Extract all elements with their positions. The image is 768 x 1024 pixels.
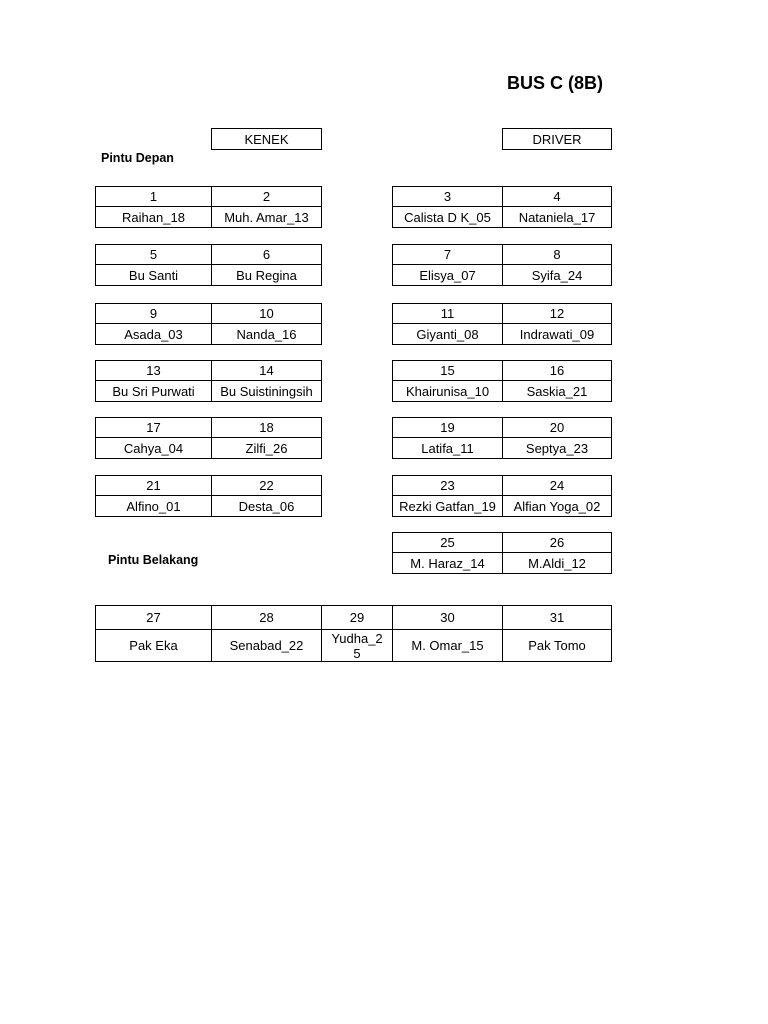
seat-number: 8 (502, 244, 612, 265)
seat-passenger-name: Nataniela_17 (502, 206, 612, 228)
seat-passenger-name: Cahya_04 (95, 437, 212, 459)
rear-door-label: Pintu Belakang (108, 553, 199, 567)
seat-passenger-name: Pak Eka (95, 629, 212, 662)
seat-passenger-name: Asada_03 (95, 323, 212, 345)
seat-passenger-name: Indrawati_09 (502, 323, 612, 345)
seat-number: 27 (95, 605, 212, 630)
seat-passenger-name: M.Aldi_12 (502, 552, 612, 574)
seat-passenger-name: Alfian Yoga_02 (502, 495, 612, 517)
seat-number: 13 (95, 360, 212, 381)
seat-passenger-name: Syifa_24 (502, 264, 612, 286)
driver-label: DRIVER (502, 128, 612, 150)
seat-number: 3 (392, 186, 503, 207)
seat-passenger-name: Giyanti_08 (392, 323, 503, 345)
seat-passenger-name: Alfino_01 (95, 495, 212, 517)
seat-number: 25 (392, 532, 503, 553)
seat-number: 17 (95, 417, 212, 438)
seat-passenger-name: Bu Sri Purwati (95, 380, 212, 402)
seat-passenger-name: M. Omar_15 (392, 629, 503, 662)
front-door-label: Pintu Depan (101, 151, 174, 165)
seat-passenger-name: Bu Suistiningsih (211, 380, 322, 402)
seat-passenger-name: Khairunisa_10 (392, 380, 503, 402)
seat-passenger-name: Yudha_2 5 (321, 629, 393, 662)
seat-passenger-name: Bu Santi (95, 264, 212, 286)
seat-number: 15 (392, 360, 503, 381)
seat-passenger-name: Calista D K_05 (392, 206, 503, 228)
kenek-label: KENEK (211, 128, 322, 150)
seat-number: 31 (502, 605, 612, 630)
seat-number: 16 (502, 360, 612, 381)
seat-number: 1 (95, 186, 212, 207)
seat-number: 20 (502, 417, 612, 438)
seat-number: 29 (321, 605, 393, 630)
seat-number: 22 (211, 475, 322, 496)
seat-passenger-name: Nanda_16 (211, 323, 322, 345)
seat-passenger-name: Elisya_07 (392, 264, 503, 286)
seat-number: 19 (392, 417, 503, 438)
seat-passenger-name: Senabad_22 (211, 629, 322, 662)
seat-number: 11 (392, 303, 503, 324)
seat-number: 26 (502, 532, 612, 553)
seat-passenger-name: Desta_06 (211, 495, 322, 517)
seat-passenger-name: Bu Regina (211, 264, 322, 286)
seat-number: 9 (95, 303, 212, 324)
seat-passenger-name: Saskia_21 (502, 380, 612, 402)
seat-number: 14 (211, 360, 322, 381)
seat-number: 28 (211, 605, 322, 630)
seat-passenger-name: Rezki Gatfan_19 (392, 495, 503, 517)
seat-passenger-name: Muh. Amar_13 (211, 206, 322, 228)
seat-number: 24 (502, 475, 612, 496)
seat-passenger-name: Pak Tomo (502, 629, 612, 662)
seat-number: 23 (392, 475, 503, 496)
seat-number: 12 (502, 303, 612, 324)
seat-number: 18 (211, 417, 322, 438)
seat-passenger-name: Zilfi_26 (211, 437, 322, 459)
page-title: BUS C (8B) (506, 73, 603, 93)
seat-number: 30 (392, 605, 503, 630)
seat-number: 4 (502, 186, 612, 207)
seat-passenger-name: Raihan_18 (95, 206, 212, 228)
seat-number: 6 (211, 244, 322, 265)
seat-number: 5 (95, 244, 212, 265)
seat-number: 2 (211, 186, 322, 207)
seat-passenger-name: Septya_23 (502, 437, 612, 459)
seat-number: 21 (95, 475, 212, 496)
seat-passenger-name: Latifa_11 (392, 437, 503, 459)
seat-number: 7 (392, 244, 503, 265)
seat-passenger-name: M. Haraz_14 (392, 552, 503, 574)
seat-number: 10 (211, 303, 322, 324)
